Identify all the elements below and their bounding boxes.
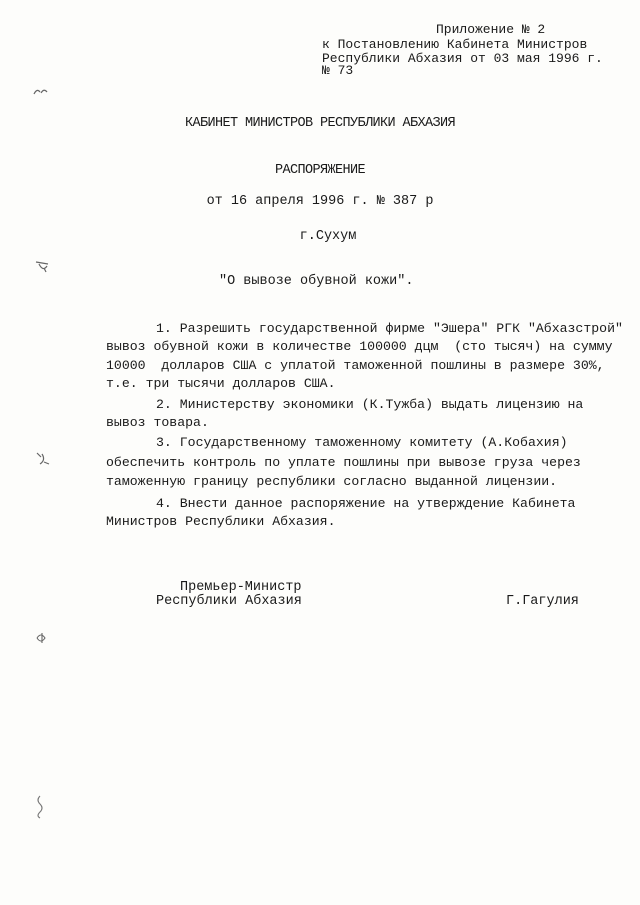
signature-title-1: Премьер-Министр: [180, 580, 302, 595]
signature-name: Г.Гагулия: [506, 594, 579, 609]
appendix-line-2: к Постановлению Кабинета Министров: [322, 37, 588, 52]
binding-mark-icon: [34, 450, 52, 468]
body-line-11: Министров Республики Абхазия.: [106, 514, 336, 529]
binding-mark-icon: [34, 258, 52, 274]
city: г.Сухум: [299, 229, 357, 244]
body-line-5: 2. Министерству экономики (К.Тужба) выдать лицензию на: [156, 397, 584, 412]
subject: "О вывозе обувной кожи".: [219, 274, 414, 289]
body-line-2: вывоз обувной кожи в количестве 100000 дцм (сто тысяч) на сумму: [106, 339, 613, 354]
signature-title-2: Республики Абхазия: [156, 594, 302, 609]
appendix-line-3: Республики Абхазия от 03 мая 1996 г.: [322, 51, 603, 66]
body-line-6: вывоз товара.: [106, 415, 209, 430]
appendix-line-4: № 73: [322, 63, 354, 78]
binding-mark-icon: [32, 84, 50, 98]
document-type: РАСПОРЯЖЕНИЕ: [274, 163, 366, 178]
body-line-9: таможенную границу республики согласно выданной лицензии.: [106, 474, 558, 489]
body-line-4: т.е. три тысячи долларов США.: [106, 376, 336, 391]
body-line-10: 4. Внести данное распоряжение на утверждение Кабинета: [156, 496, 576, 511]
body-line-1: 1. Разрешить государственной фирме "Эшера" РГК "Абхазстрой": [156, 321, 623, 336]
appendix-line-1: Приложение № 2: [436, 22, 546, 37]
body-line-8: обеспечить контроль по уплате пошлины при вывозе груза через: [106, 455, 581, 470]
binding-mark-icon: [34, 630, 50, 646]
organization-title: КАБИНЕТ МИНИСТРОВ РЕСПУБЛИКИ АБХАЗИЯ: [184, 116, 456, 131]
body-line-7: 3. Государственному таможенному комитету (А.Кобахия): [156, 435, 568, 450]
date-number: от 16 апреля 1996 г. № 387 р: [206, 194, 434, 209]
body-line-3: 10000 долларов США с уплатой таможенной пошлины в размере 30%,: [106, 358, 605, 373]
binding-mark-icon: [33, 794, 47, 820]
